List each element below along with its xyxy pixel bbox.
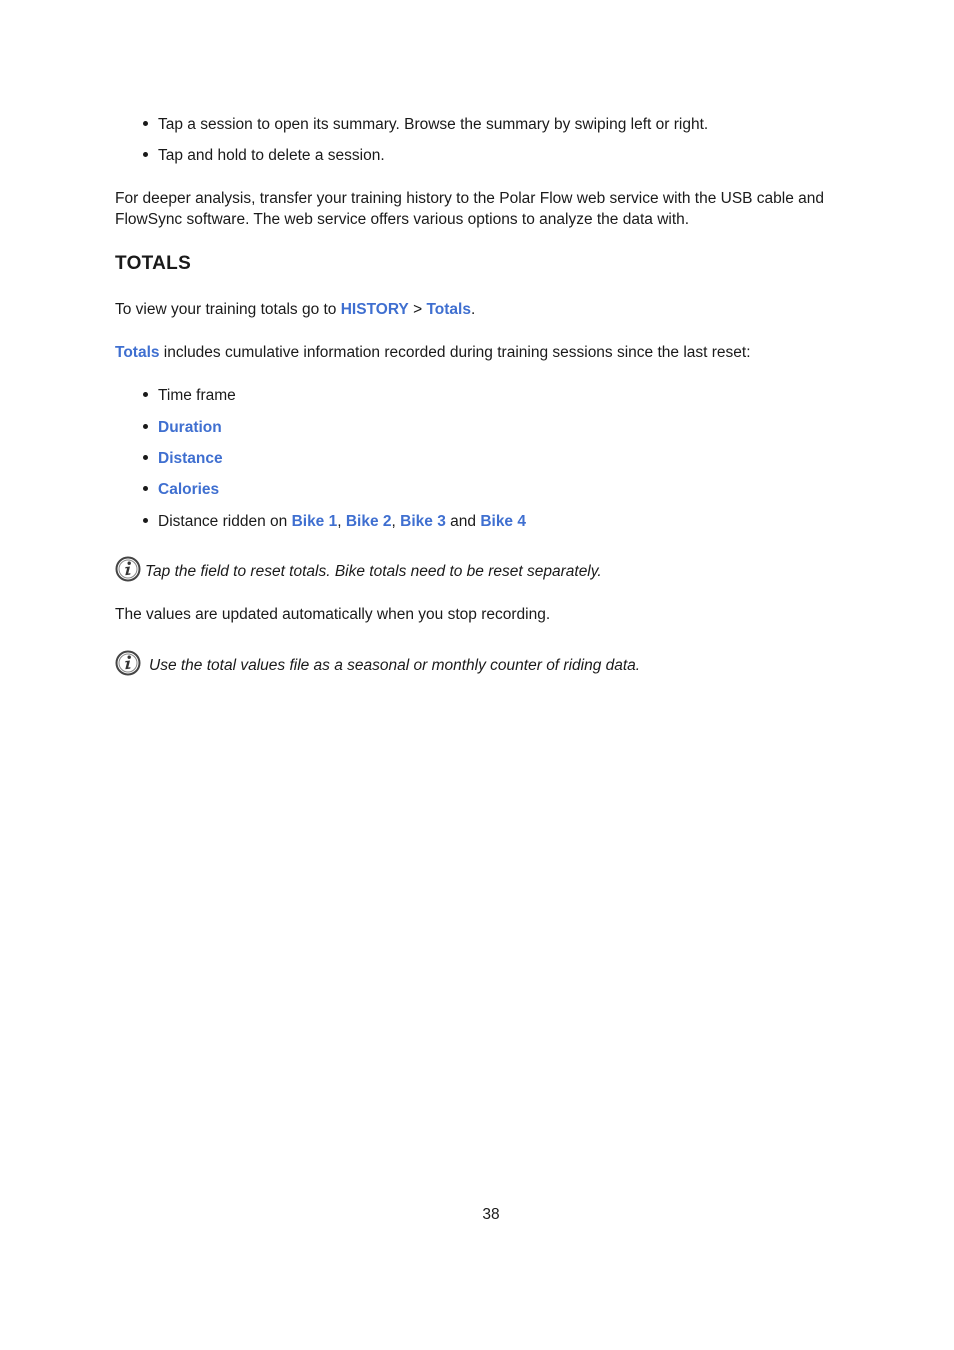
bullet-icon bbox=[143, 518, 148, 523]
list-item bbox=[143, 114, 708, 135]
totals-link[interactable]: Totals bbox=[115, 344, 160, 361]
bike-2-link[interactable]: Bike 2 bbox=[345, 513, 392, 530]
bullet-text: Tap a session to open its summary. Browse the summary by swiping left or right. bbox=[158, 116, 709, 133]
info-icon bbox=[115, 650, 141, 676]
bike-1-link[interactable]: Bike 1 bbox=[291, 513, 338, 530]
bike-3-link[interactable]: Bike 3 bbox=[400, 513, 446, 530]
list-item bbox=[143, 511, 526, 532]
text: Distance ridden on bbox=[158, 513, 292, 530]
text: , bbox=[337, 513, 346, 530]
text: and bbox=[445, 513, 481, 530]
text: To view your training totals go to bbox=[115, 301, 341, 318]
text: . bbox=[470, 301, 476, 318]
time-frame-label: Time frame bbox=[158, 387, 236, 404]
values-paragraph: The values are updated automatically when you stop recording. bbox=[115, 606, 551, 623]
calories-link[interactable]: Calories bbox=[158, 481, 220, 498]
bullet-icon bbox=[143, 392, 148, 397]
bullet-icon bbox=[143, 152, 148, 157]
section-heading: TOTALS bbox=[115, 253, 192, 274]
note-text: Tap the field to reset totals. Bike totals need to be reset separately. bbox=[145, 563, 602, 580]
note-text: Use the total values file as a seasonal or monthly counter of riding data. bbox=[149, 657, 641, 674]
info-icon bbox=[115, 556, 141, 582]
list-item bbox=[143, 417, 222, 438]
bullet-icon bbox=[143, 486, 148, 491]
bullet-icon bbox=[143, 455, 148, 460]
duration-link[interactable]: Duration bbox=[158, 419, 222, 436]
totals-link[interactable]: Totals bbox=[426, 301, 471, 318]
list-item bbox=[143, 385, 236, 406]
note-reset-totals bbox=[115, 556, 602, 582]
page-number: 38 bbox=[482, 1206, 500, 1223]
view-totals-paragraph bbox=[115, 299, 835, 320]
history-link[interactable]: HISTORY bbox=[340, 301, 409, 318]
bike-4-link[interactable]: Bike 4 bbox=[480, 513, 526, 530]
text: includes cumulative information recorded during training sessions since the last reset: bbox=[159, 344, 751, 361]
bullet-icon bbox=[143, 121, 148, 126]
text: > bbox=[408, 301, 427, 318]
note-counter bbox=[115, 650, 640, 676]
list-item bbox=[143, 479, 219, 500]
totals-intro-paragraph bbox=[115, 342, 835, 363]
list-item bbox=[143, 145, 385, 166]
bullet-text: Tap and hold to delete a session. bbox=[158, 147, 385, 164]
bullet-icon bbox=[143, 424, 148, 429]
analysis-paragraph: For deeper analysis, transfer your training history to the Polar Flow web service with the USB cable and FlowSync software. The web service offers various options to analyze the data with. bbox=[115, 190, 825, 228]
text: , bbox=[391, 513, 401, 530]
distance-link[interactable]: Distance bbox=[158, 450, 223, 467]
list-item bbox=[143, 448, 223, 469]
